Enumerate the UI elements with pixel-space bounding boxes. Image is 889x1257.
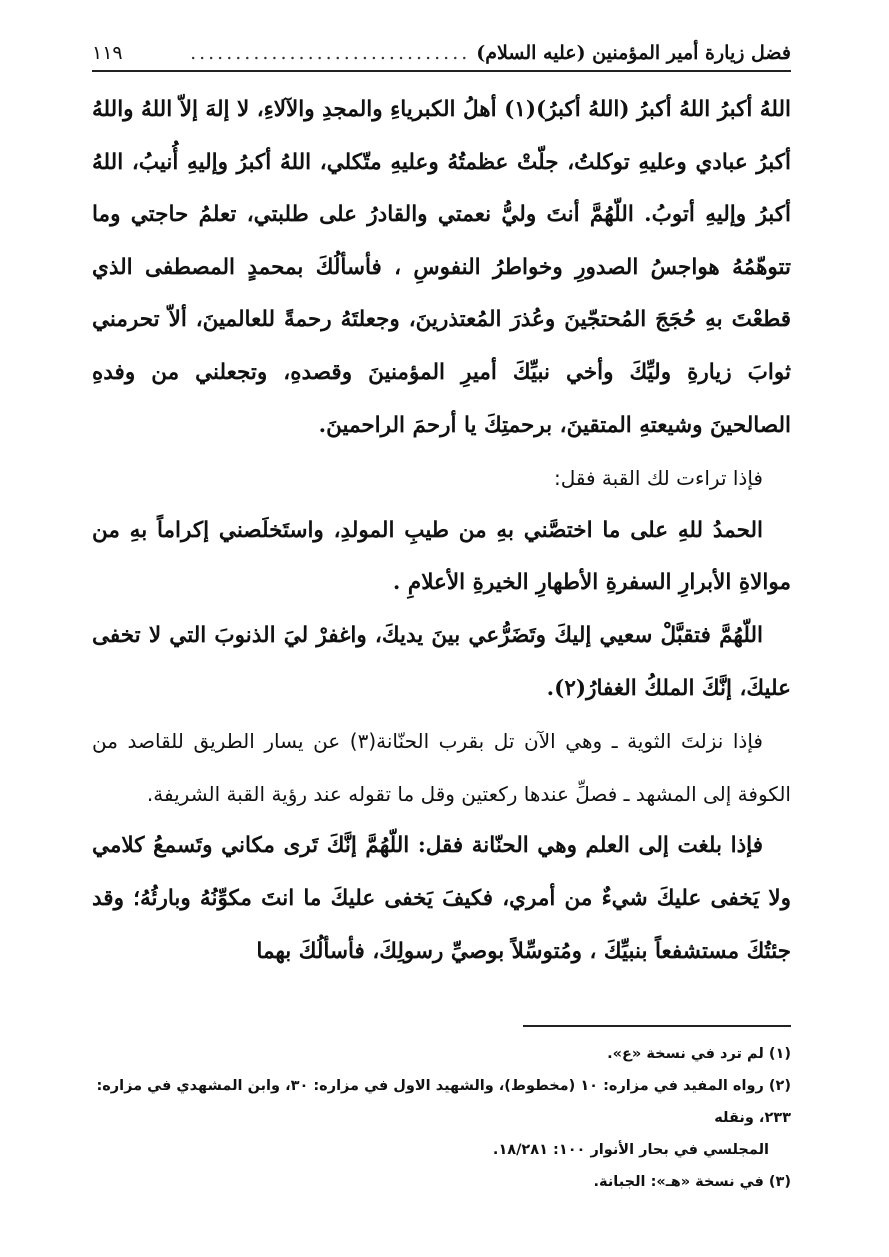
footnotes <box>92 1038 791 1198</box>
page-number: ١١٩ <box>92 42 123 64</box>
paragraph-acceptance-prayer: اللّهُمَّ فتقبَّلْ سعيي إليكَ وتَضَرُّعي بينَ يديكَ، واغفرْ ليَ الذنوبَ التي لا تخفى عليكَ، إنَّكَ الملكُ الغفارُ(٢). <box>92 622 791 701</box>
paragraph-hamd-prayer: الحمدُ للهِ على ما اختصَّني بهِ من طيبِ المولدِ، واستَخلَصني إكراماً بهِ من موالاةِ الأبرارِ السفرةِ الأطهارِ الخيرةِ الأعلامِ . <box>92 517 791 596</box>
footnote-1: (١) لم ترد في نسخة «ع». <box>607 1046 791 1062</box>
footnote-3: (٣) في نسخة «هـ»: الجبانة. <box>593 1174 791 1190</box>
footnote-divider <box>523 1025 791 1027</box>
paragraph-hannana-prayer: فإذا بلغت إلى العلم وهي الحنّانة فقل: اللّهُمَّ إنَّكَ تَرى مكاني وتَسمعُ كلامي ولا يَخفى عليكَ شيءٌ من أمري، فكيفَ يَخفى عليكَ ما انتَ مكوِّنُهُ وبارئُهُ؛ وقد جئتُكَ مستشفعاً بنبيِّكَ ، ومُتوسِّلاً بوصيِّ رسولِكَ، فأسألُكَ بهما <box>92 833 791 964</box>
paragraph-instruction-dome: فإذا تراءت لك القبة فقل: <box>554 466 763 491</box>
header-leader-dots: ............................... <box>190 42 471 64</box>
footnote-2: (٢) رواه المفيد في مزاره: ١٠ (مخطوط)، والشهيد الاول في مزاره: ٣٠، وابن المشهدي في مزاره: ٢٣٣، ونقله <box>96 1078 791 1126</box>
footnote-2-continued: المجلسي في بحار الأنوار ١٠٠: ١٨/٢٨١. <box>492 1142 769 1158</box>
running-header <box>92 30 791 72</box>
main-text <box>92 84 791 978</box>
header-title: فضل زيارة أمير المؤمنين (عليه السلام) <box>476 42 791 64</box>
paragraph-takbir-prayer: اللهُ أكبرُ اللهُ أكبرُ (اللهُ أكبرُ)(١) أهلُ الكبرياءِ والمجدِ والآلاءِ، لا إلهَ إلاّ اللهُ واللهُ أكبرُ عبادي وعليهِ توكلتُ، جلّتْ عظمتُهُ وعليهِ متّكلي، اللهُ أكبرُ وإليهِ أُنيبُ، اللهُ أكبرُ وإليهِ أتوبُ. اللّهُمَّ أنتَ وليُّ نعمتي والقادرُ على طلبتي، تعلمُ حاجتي وما تتوهّمُهُ هواجسُ الصدورِ وخواطرُ النفوسِ ، فأسألُكَ بمحمدٍ المصطفى الذي قطعْتَ بهِ حُجَجَ المُحتجّينَ وعُذرَ المُعتذرينَ، وجعلتَهُ رحمةً للعالمينَ، ألاّ تحرمني ثوابَ زيارةِ وليِّكَ وأخي نبيِّكَ أميرِ المؤمنينَ وقصدهِ، وتجعلني من وفدهِ الصالحينَ وشيعتهِ المتقينَ، برحمتِكَ يا أرحمَ الراحمينَ. <box>92 97 791 438</box>
paragraph-thawiyya-instruction: فإذا نزلتَ الثوية ـ وهي الآن تل بقرب الحنّانة(٣) عن يسار الطريق للقاصد من الكوفة إلى المشهد ـ فصلِّ عندها ركعتين وقل ما تقوله عند رؤية القبة الشريفة. <box>92 729 791 806</box>
